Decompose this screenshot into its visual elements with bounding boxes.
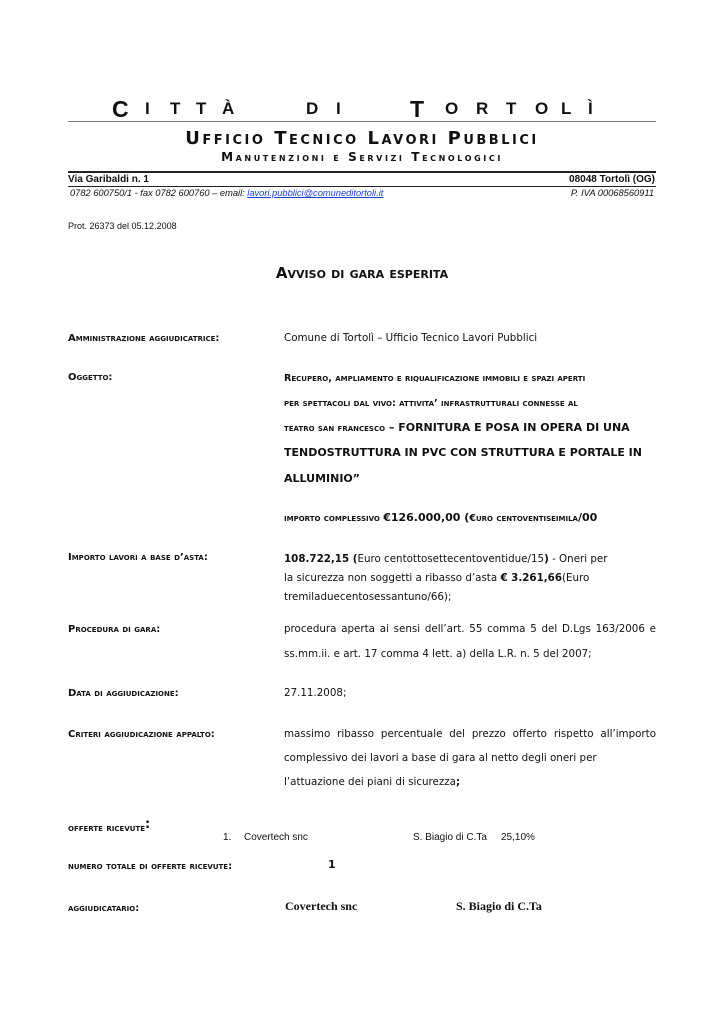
oggetto-total [284, 511, 656, 525]
procedura-line-2: ss.mm.ii. e art. 17 comma 4 lett. a) della L.R. n. 5 del 2007; [284, 648, 592, 660]
offer-discount: 25,10% [501, 832, 535, 843]
protocol-number: Prot. 26373 del 05.12.2008 [68, 221, 177, 231]
city-letter: R [476, 99, 489, 118]
oggetto-line-2: per spettacoli dal vivo: attivita’ infrastrutturali connesse al [284, 398, 578, 409]
city-letter: T [410, 96, 425, 122]
offer-company: Covertech snc [244, 832, 308, 843]
total-label: importo complessivo [284, 513, 384, 524]
oggetto-theatre: teatro san francesco [284, 423, 386, 434]
label-data: Data di aggiudicazione: [68, 688, 179, 699]
office-title: Ufficio Tecnico Lavori Pubblici [185, 128, 539, 149]
criteri-line-3 [284, 775, 656, 789]
city-letter: I [336, 99, 341, 118]
value-amministrazione: Comune di Tortolì – Ufficio Tecnico Lavori Pubblici [284, 332, 538, 344]
header-divider [68, 121, 656, 122]
total-words: €uro centoventiseimila [469, 513, 578, 524]
importo-words: Euro centottosettecentoventidue/15 [357, 553, 545, 565]
header-rule [68, 171, 656, 173]
label-offerte [68, 817, 151, 835]
city-letter: L [561, 99, 572, 118]
sicurezza-amount: € 3.261,66 [500, 572, 562, 584]
label-oggetto: Oggetto: [68, 372, 113, 383]
label-numero: numero totale di offerte ricevute: [68, 861, 233, 872]
value-numero: 1 [328, 858, 336, 871]
importo-close: ) [544, 553, 549, 565]
winner-place: S. Biagio di C.Ta [456, 899, 542, 913]
address-street: Via Garibaldi n. 1 [68, 174, 149, 185]
importo-amount: 108.722,15 ( [284, 553, 358, 565]
office-subtitle: Manutenzioni e Servizi Tecnologici [221, 150, 503, 164]
oggetto-line-1: Recupero, ampliamento e riqualificazione immobili e spazi aperti [284, 373, 586, 384]
criteri-line-1: massimo ribasso percentuale del prezzo offerto rispetto all’importo [284, 728, 656, 740]
oggetto-fornitura: – FORNITURA E POSA IN OPERA DI UNA [385, 421, 630, 434]
city-letter: O [445, 99, 459, 118]
notice-title: Avviso di gara esperita [275, 264, 449, 282]
offerte-label-text: offerte ricevute [68, 823, 145, 834]
criteri-line-3-text: l’attuazione dei piani di sicurezza [284, 776, 456, 788]
phone-fax-text: 0782 600750/1 - fax 0782 600760 – email: [70, 188, 248, 198]
total-tail: /00 [577, 511, 598, 524]
offer-place: S. Biagio di C.Ta [413, 832, 487, 843]
sicurezza-words: tremiladuecentosessantuno/66); [284, 591, 452, 603]
total-amount: €126.000,00 ( [383, 511, 470, 524]
sicurezza-after: (Euro [562, 572, 590, 584]
offer-number: 1. [223, 832, 232, 843]
label-criteri: Criteri aggiudicazione appalto: [68, 729, 215, 740]
value-importo [284, 550, 656, 607]
city-letter: T [196, 99, 207, 118]
city-letter: À [222, 99, 235, 118]
label-aggiudicatario: aggiudicatario: [68, 903, 140, 914]
city-letter: T [506, 99, 517, 118]
criteri-semicolon: ; [455, 776, 461, 788]
offerte-colon: : [144, 817, 151, 832]
contact-line [70, 187, 383, 199]
city-name [0, 97, 724, 127]
sicurezza-text: la sicurezza non soggetti a ribasso d’asta [284, 572, 501, 584]
address-city: 08048 Tortolì (OG) [569, 174, 655, 185]
importo-after: - Oneri per [548, 553, 608, 565]
oggetto-line-3 [284, 421, 656, 435]
oggetto-line-4: TENDOSTRUTTURA IN PVC CON STRUTTURA E PORTALE IN [284, 446, 642, 459]
winner-company: Covertech snc [285, 899, 358, 913]
label-procedura: Procedura di gara: [68, 624, 161, 635]
city-letter: T [170, 99, 181, 118]
email-link[interactable]: lavori.pubblici@comuneditortoli.it [247, 188, 384, 198]
city-letter: I [145, 99, 150, 118]
city-letter: D [306, 99, 319, 118]
label-amministrazione: Amministrazione aggiudicatrice: [68, 333, 220, 344]
value-data: 27.11.2008; [284, 687, 347, 699]
criteri-line-2: complessivo dei lavori a base di gara al netto degli oneri per [284, 752, 597, 764]
city-letter: C [112, 96, 129, 122]
oggetto-line-5: ALLUMINIO” [284, 472, 360, 485]
city-letter: Ì [588, 99, 593, 118]
city-letter: O [535, 99, 549, 118]
label-importo: Importo lavori a base d’asta: [68, 552, 208, 563]
vat-number: P. IVA 00068560911 [570, 188, 654, 198]
procedura-line-1: procedura aperta ai sensi dell’art. 55 comma 5 del D.Lgs 163/2006 e [284, 623, 656, 635]
